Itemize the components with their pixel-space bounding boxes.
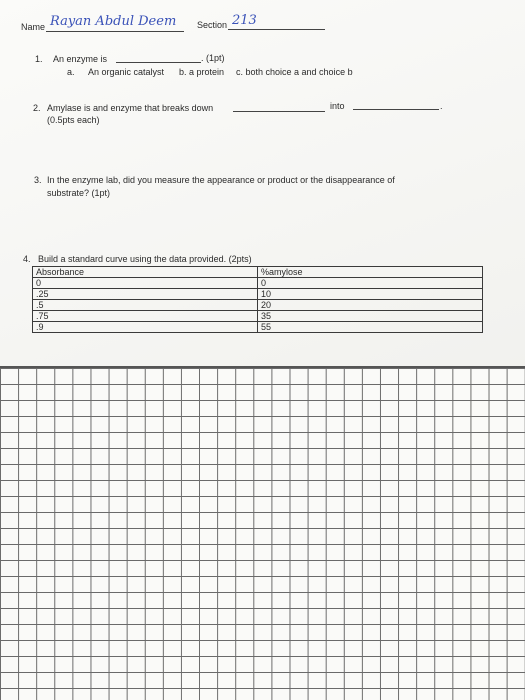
table-cell-amylose: 0 (258, 278, 483, 289)
q2-points: (0.5pts each) (47, 115, 100, 125)
q1-text: An enzyme is (53, 54, 108, 64)
q1-option-b: b. a protein (179, 67, 225, 77)
table-row (33, 311, 483, 322)
table-cell-amylose: 35 (258, 311, 483, 322)
table-cell-amylose: 55 (258, 322, 483, 333)
q2-number: 2. (33, 103, 41, 113)
section-label: Section (197, 20, 228, 30)
q1-option-c: c. both choice a and choice b (236, 67, 353, 77)
q4-text: Build a standard curve using the data provided. (2pts) (38, 254, 252, 264)
name-label: Name (21, 22, 46, 32)
table-row (33, 322, 483, 333)
graph-paper-grid[interactable] (0, 366, 525, 700)
section-handwritten: 213 (232, 13, 257, 28)
table-cell-amylose: 10 (258, 289, 483, 300)
table-cell-amylose: 20 (258, 300, 483, 311)
table-header-amylose: %amylose (258, 267, 483, 278)
q3-line2: substrate? (1pt) (47, 188, 111, 198)
q2-text: Amylase is and enzyme that breaks down (47, 103, 214, 113)
q2-end: . (440, 101, 443, 111)
section-underline (228, 29, 325, 30)
q1-points: . (1pt) (201, 53, 225, 63)
q1-option-a-marker: a. (67, 67, 75, 77)
q2-answer-line-2 (353, 109, 439, 110)
standard-curve-data-table (32, 266, 483, 333)
table-cell-absorbance: .5 (33, 300, 258, 311)
table-cell-absorbance: .9 (33, 322, 258, 333)
q2-into: into (330, 101, 345, 111)
q1-answer-line (116, 62, 201, 63)
table-header-absorbance: Absorbance (33, 267, 258, 278)
q1-number: 1. (35, 54, 43, 64)
table-cell-absorbance: .25 (33, 289, 258, 300)
name-handwritten: Rayan Abdul Deem (50, 14, 177, 29)
q3-number: 3. (34, 175, 42, 185)
q2-answer-line-1 (233, 111, 325, 112)
table-row (33, 300, 483, 311)
q4-number: 4. (23, 254, 31, 264)
table-header-row (33, 267, 483, 278)
table-cell-absorbance: 0 (33, 278, 258, 289)
q1-option-a: An organic catalyst (88, 67, 165, 77)
table-cell-absorbance: .75 (33, 311, 258, 322)
table-row (33, 289, 483, 300)
name-underline (46, 31, 184, 32)
table-row (33, 278, 483, 289)
q3-line1: In the enzyme lab, did you measure the appearance or product or the disappearance of (47, 175, 395, 185)
